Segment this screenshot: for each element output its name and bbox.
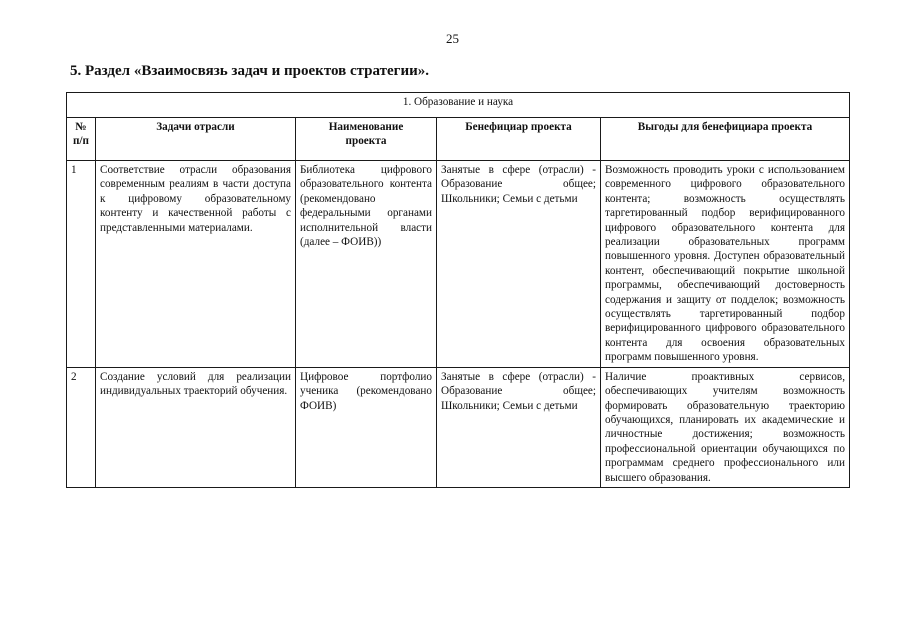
header-task: Задачи отрасли <box>96 118 296 161</box>
row-beneficiary: Занятые в сфере (отрасли) - Образование общее; Школьники; Семьи с детьми <box>437 161 601 368</box>
header-row <box>67 118 850 161</box>
row-task: Соответствие отрасли образования современным реалиям в части доступа к цифровому образовательному контенту и качественной работы с представленными материалами. <box>96 161 296 368</box>
header-benefit: Выгоды для бенефициара проекта <box>601 118 850 161</box>
table-row <box>67 367 850 487</box>
strategy-table <box>66 92 850 488</box>
header-beneficiary: Бенефициар проекта <box>437 118 601 161</box>
row-benefit: Наличие проактивных сервисов, обеспечивающих учителям возможность формировать образовательную траекторию обучающихся, планировать их академические и личностные достижения; возможность профессиональной ориентации обучающихся по программам среднего профессионального или высшего образования. <box>601 367 850 487</box>
page-number: 25 <box>446 31 459 46</box>
row-project: Библиотека цифрового образовательного контента (рекомендовано федеральными органами исполнительной власти (далее – ФОИВ)) <box>296 161 437 368</box>
row-num: 1 <box>67 161 96 368</box>
header-num: № п/п <box>67 118 96 161</box>
row-task: Создание условий для реализации индивидуальных траекторий обучения. <box>96 367 296 487</box>
row-beneficiary: Занятые в сфере (отрасли) - Образование общее; Школьники; Семьи с детьми <box>437 367 601 487</box>
row-benefit: Возможность проводить уроки с использованием современного цифрового образовательного контента; возможность осуществлять таргетированный подбор верифицированного цифрового образовательного контента для реализации образовательных программ повышенного уровня. Доступен образовательный контент, обеспечивающий покрытие школьной программы, обеспечивающий достоверность содержания и защиту от подделок; возможность осуществлять таргетированный подбор верифицированного цифрового образовательного контента для освоения образовательных программ повышенного уровня. <box>601 161 850 368</box>
row-num: 2 <box>67 367 96 487</box>
table-caption: 1. Образование и наука <box>67 93 850 118</box>
table-row <box>67 161 850 368</box>
header-project: Наименование проекта <box>296 118 437 161</box>
section-title: 5. Раздел «Взаимосвязь задач и проектов стратегии». <box>70 63 429 79</box>
row-project: Цифровое портфолио ученика (рекомендовано ФОИВ) <box>296 367 437 487</box>
